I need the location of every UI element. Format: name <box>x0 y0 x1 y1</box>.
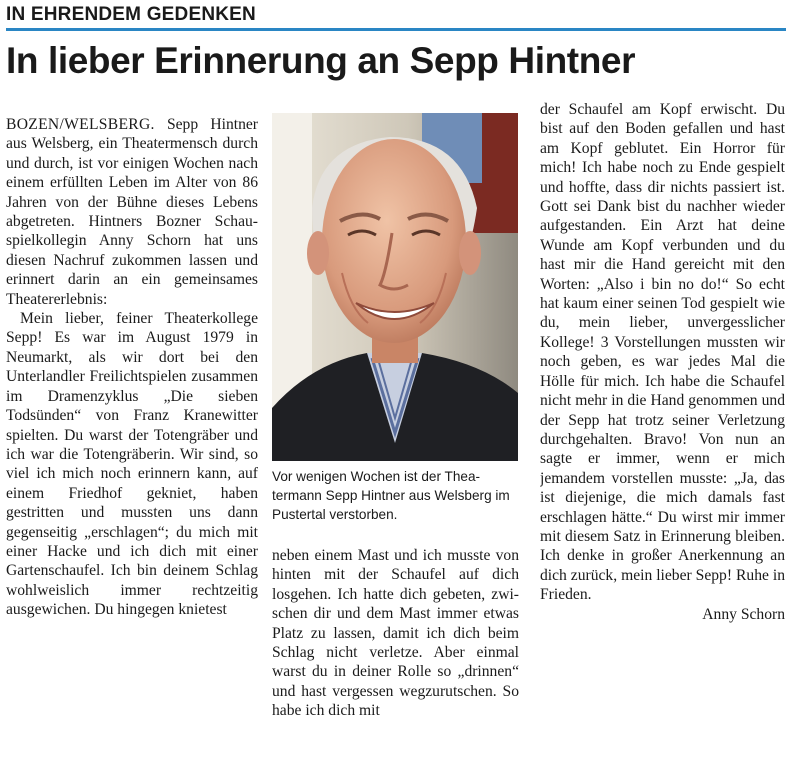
photo-caption: Vor wenigen Wochen ist der Theatermann Sepp Hintner aus Welsberg im Pustertal verstorben. <box>272 469 510 522</box>
section-rule <box>6 28 786 31</box>
author-signature: Anny Schorn <box>702 605 785 623</box>
column-2-text: neben einem Mast und ich musste von hinten mit der Schaufel auf dich losgehen. Ich hatte dich gebeten, zwischen dir und dem Mast immer etwas Platz zu lassen, damit ich dich beim Schlag nicht verletze. Aber einmal warst du in deiner Rolle so „drinnen“ und hast vergessen wegzurutschen. So habe ich dich mit <box>272 547 519 720</box>
article-headline: In lieber Erinnerung an Sepp Hintner <box>6 40 636 81</box>
dateline: BOZEN/WELSBERG. <box>6 116 155 133</box>
portrait-illustration <box>272 113 518 461</box>
letter-paragraph: Mein lieber, feiner Theaterkollege Sepp! Es war im August 1979 in Neumarkt, als wir dort bei den Unterlandler Freilichtspielen zusammen im Dramenzyklus „Die sieben Todsünden“ von Franz Kranewitter spielten. Du warst der Totengräber und ich war die Totengräberin. Wir sind, so viel ich mich noch erinnern kann, auf einem Friedhof gekniet, haben gestritten und mussten uns dann gegenseitig „erschlagen“; du mich mit einer Hacke und ich dich mit einer Gartenschaufel. Ich bin deinem Schlag wohlweislich immer rechtzeitig ausgewichen. Du hingegen knietest <box>6 310 258 619</box>
article-column-2 <box>272 546 519 768</box>
section-kicker: IN EHRENDEM GEDENKEN <box>6 4 256 25</box>
intro-paragraph <box>6 115 258 309</box>
article-column-3 <box>540 100 785 768</box>
column-3-text: der Schaufel am Kopf erwischt. Du bist auf den Boden gefallen und hast am Kopf geblutet. Ein Horror für mich! Ich habe noch zu Ende gespielt und hoffte, dass dir nichts passiert ist. Gott sei Dank bist du nachher wieder aufgestanden. Ein Arzt hat deine Wunde am Kopf verbunden und du hast mir die Hand gereicht mit den Worten: „Also i bin no do!“ So echt hat kaum einer seinen Tod gespielt wie du, mein lieber, unvergesslicher Kollege! 3 Vorstellungen mussten wir noch geben, es war jedes Mal die Hölle für mich. Ich habe die Schaufel nicht mehr in die Hand genommen und der Sepp hat trotz seiner Verletzung durchgehalten. Bravo! Von nun an sagte er immer, wenn er mich jemandem vorstellen musste: „Ja, das ist diejenige, die mich damals fast erschlagen hätte.“ Du wirst mir immer mit diesem Satz in Erinnerung bleiben. Ich denke in großer Anerkennung an dich zurück, mein lieber Sepp! Ruhe in Frieden. <box>540 101 785 604</box>
intro-text: Sepp Hintner aus Welsberg, ein Theatermensch durch und durch, ist vor einigen Wochen nach einem erfüllten Leben im Alter von 86 Jahren von der Bühne dieses Lebens abgetreten. Hintners Bozner Schauspielkollegin Anny Schorn hat uns diesen Nachruf zukommen lassen und erinnert darin an ein gemeinsames Theatererlebnis: <box>6 116 258 308</box>
article-column-1 <box>6 115 258 767</box>
portrait-photo <box>272 113 518 461</box>
